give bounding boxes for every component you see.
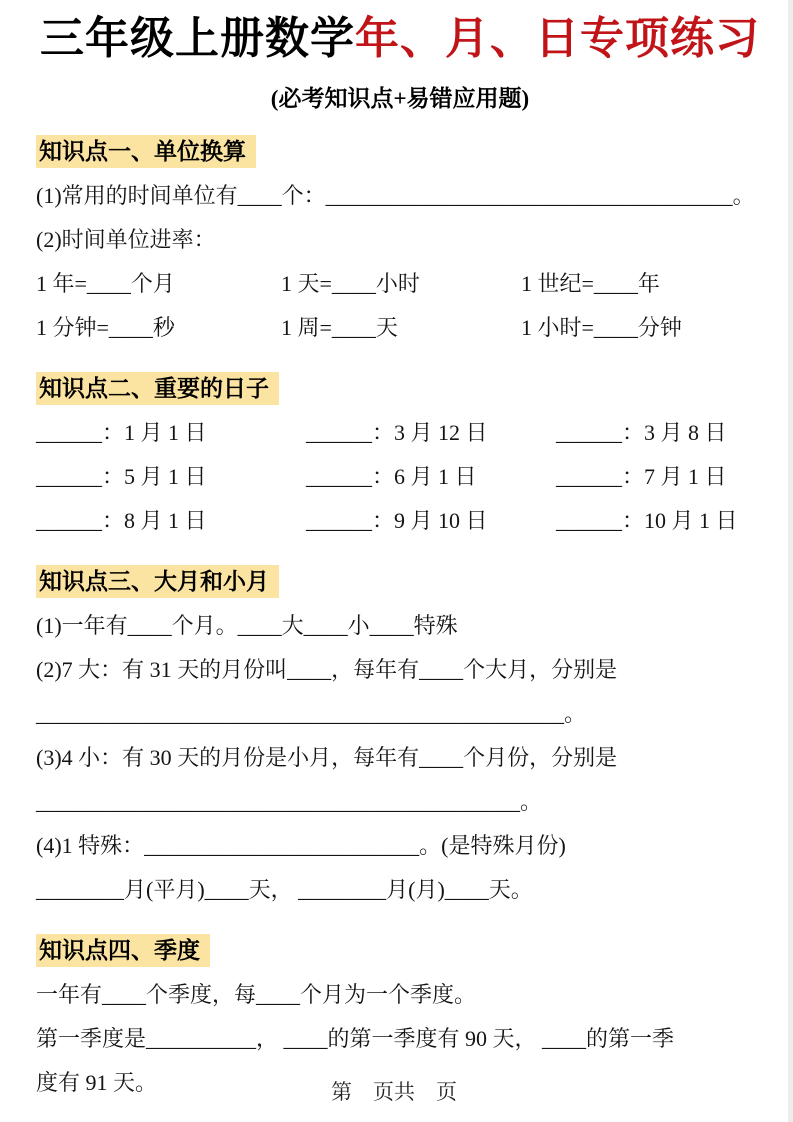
title-topic-part: 年、月、日专项练习: [355, 14, 760, 63]
page-subtitle: (必考知识点+易错应用题): [270, 86, 530, 111]
date-row-3: [36, 499, 764, 543]
date-row-2: [36, 455, 764, 499]
unit-conversion-item: 1 分钟=____秒: [36, 315, 175, 340]
section-2-heading: [36, 372, 764, 405]
date-item: ______：10 月 1 日: [556, 508, 738, 533]
date-item: ______：6 月 1 日: [306, 464, 477, 489]
section-important-dates: [36, 372, 764, 543]
fill-blank-line-conversion-rates: (2)时间单位进率：: [36, 227, 216, 252]
page-title: [36, 10, 764, 68]
section-1-heading-label: 知识点一、单位换算: [36, 135, 256, 168]
title-course-part: 三年级上册数学: [40, 14, 355, 63]
date-item: ______：8 月 1 日: [36, 508, 207, 533]
unit-conversion-item: 1 年=____个月: [36, 271, 175, 296]
section-3-heading-label: 知识点三、大月和小月: [36, 565, 279, 598]
date-item: ______：9 月 10 日: [306, 508, 488, 533]
fill-blank-line-first-quarter-wrap: 度有 91 天。: [36, 1070, 158, 1095]
date-item: ______：5 月 1 日: [36, 464, 207, 489]
date-item: ______：3 月 8 日: [556, 420, 727, 445]
section-3-heading: [36, 565, 764, 598]
unit-conversion-item: 1 周=____天: [281, 315, 398, 340]
fill-blank-line-special-month: (4)1 特殊：_________________________。(是特殊月份): [36, 833, 566, 858]
fill-blank-line-big-months: (2)7 大：有 31 天的月份叫____，每年有____个大月，分别是: [36, 657, 618, 682]
section-2-heading-label: 知识点二、重要的日子: [36, 372, 279, 405]
section-4-heading: [36, 934, 764, 967]
date-item: ______：3 月 12 日: [306, 420, 488, 445]
unit-conversion-item: 1 小时=____分钟: [521, 315, 682, 340]
section-unit-conversion: [36, 135, 764, 350]
date-item: ______：7 月 1 日: [556, 464, 727, 489]
section-4-heading-label: 知识点四、季度: [36, 934, 210, 967]
unit-conversion-row-2: [36, 306, 764, 350]
fill-blank-line-small-months: (3)4 小：有 30 天的月份是小月，每年有____个月份，分别是: [36, 745, 618, 770]
section-big-small-months: [36, 565, 764, 912]
fill-blank-line-february-days: ________月(平月)____天， ________月(月)____天。: [36, 877, 533, 902]
unit-conversion-item: 1 世纪=____年: [521, 271, 660, 296]
fill-blank-line-quarters-count: 一年有____个季度，每____个月为一个季度。: [36, 982, 477, 1007]
fill-blank-line-months-count: (1)一年有____个月。____大____小____特殊: [36, 613, 458, 638]
unit-conversion-row-1: [36, 262, 764, 306]
date-item: ______：1 月 1 日: [36, 420, 207, 445]
section-1-heading: [36, 135, 764, 168]
fill-blank-line-big-months-blank: ________________________________________________。: [36, 701, 587, 726]
fill-blank-line-small-months-blank: ____________________________________________。: [36, 789, 543, 814]
fill-blank-line-first-quarter: 第一季度是__________， ____的第一季度有 90 天， ____的第一季: [36, 1026, 675, 1051]
date-row-1: [36, 411, 764, 455]
fill-blank-line-time-units: (1)常用的时间单位有____个：_____________________________________。: [36, 183, 755, 208]
page-footer: 第 页共 页: [331, 1080, 457, 1104]
unit-conversion-item: 1 天=____小时: [281, 271, 420, 296]
